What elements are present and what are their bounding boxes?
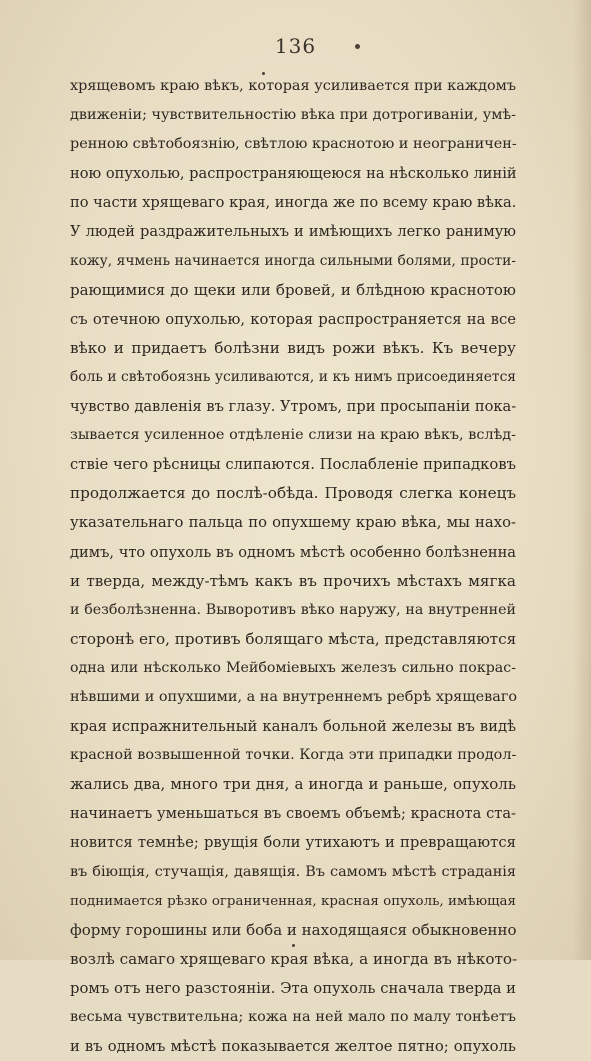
text-line: У людей раздражительныхъ и имѣющихъ легко ранимую (70, 223, 516, 241)
text-line: ромъ отъ него разстояніи. Эта опухоль сначала тверда и (70, 979, 516, 997)
text-line: сторонѣ его, противъ болящаго мѣста, представляются (70, 629, 517, 648)
text-line: рающимися до щеки или бровей, и блѣдною краснотою (70, 280, 516, 299)
page-number: 136 (274, 34, 317, 58)
text-line: весьма чувствительна; кожа на ней мало по малу тонѣетъ (70, 1009, 516, 1025)
text-line: димъ, что опухоль въ одномъ мѣстѣ особенно болѣзненна (70, 543, 516, 561)
page-edge-shadow (573, 0, 591, 960)
text-line: указательнаго пальца по опухшему краю вѣка, мы нахо- (70, 514, 516, 532)
text-line: поднимается рѣзко ограниченная, красная опухоль, имѣющая (70, 893, 516, 909)
text-line: продолжается до послѣ-обѣда. Проводя слегка конецъ (70, 484, 516, 503)
text-line: края испражнительный каналъ больной железы въ видѣ (70, 718, 516, 736)
text-line: боль и свѣтобоязнь усиливаются, и къ нимъ присоединяется (70, 368, 516, 385)
text-line: по части хрящеваго края, иногда же по всему краю вѣка. (70, 194, 517, 212)
text-line: зывается усиленное отдѣленіе слизи на краю вѣкъ, вслѣд- (70, 427, 516, 444)
text-line: съ отечною опухолью, которая распространяется на все (70, 310, 516, 328)
body-text (70, 72, 516, 1061)
ink-speck (355, 44, 360, 49)
text-line: ною опухолью, распространяющеюся на нѣсколько линій (70, 165, 517, 183)
text-line: одна или нѣсколько Мейбоміевыхъ железъ сильно покрас- (70, 659, 516, 676)
text-line: и въ одномъ мѣстѣ показывается желтое пятно; опухоль (70, 1038, 516, 1056)
text-line: нѣвшими и опухшими, а на внутреннемъ ребрѣ хрящеваго (70, 688, 518, 705)
text-line: въ біющія, стучащія, давящія. Въ самомъ мѣстѣ страданія (70, 863, 516, 880)
text-line: возлѣ самаго хрящеваго края вѣка, а иногда въ нѣкото- (70, 949, 518, 968)
text-line: и тверда, между-тѣмъ какъ въ прочихъ мѣстахъ мягка (70, 571, 516, 590)
text-line: чувство давленія въ глазу. Утромъ, при просыпаніи пока- (70, 398, 517, 416)
text-line: кожу, ячмень начинается иногда сильными болями, прости- (70, 252, 516, 269)
text-line: хрящевомъ краю вѣкъ, которая усиливается при каждомъ (70, 78, 516, 94)
text-line: красной возвышенной точки. Когда эти припадки продол- (70, 747, 517, 764)
text-line: жались два, много три дня, а иногда и раньше, опухоль (70, 775, 516, 794)
text-line: вѣко и придаетъ болѣзни видъ рожи вѣкъ. Къ вечеру (70, 338, 516, 357)
text-line: движеніи; чувствительностію вѣка при дотрогиваніи, умѣ- (70, 107, 516, 124)
text-line: и безболѣзненна. Выворотивъ вѣко наружу, на внутренней (70, 601, 516, 618)
text-line: ренною свѣтобоязнію, свѣтлою краснотою и неограничен- (70, 136, 517, 153)
text-line: ствіе чего рѣсницы слипаются. Послабленіе припадковъ (70, 456, 516, 474)
text-line: начинаетъ уменьшаться въ своемъ объемѣ; краснота ста- (70, 805, 516, 823)
text-line: новится темнѣе; рвущія боли утихаютъ и превращаются (70, 834, 516, 852)
text-line: форму горошины или боба и находящаяся обыкновенно (70, 920, 517, 939)
